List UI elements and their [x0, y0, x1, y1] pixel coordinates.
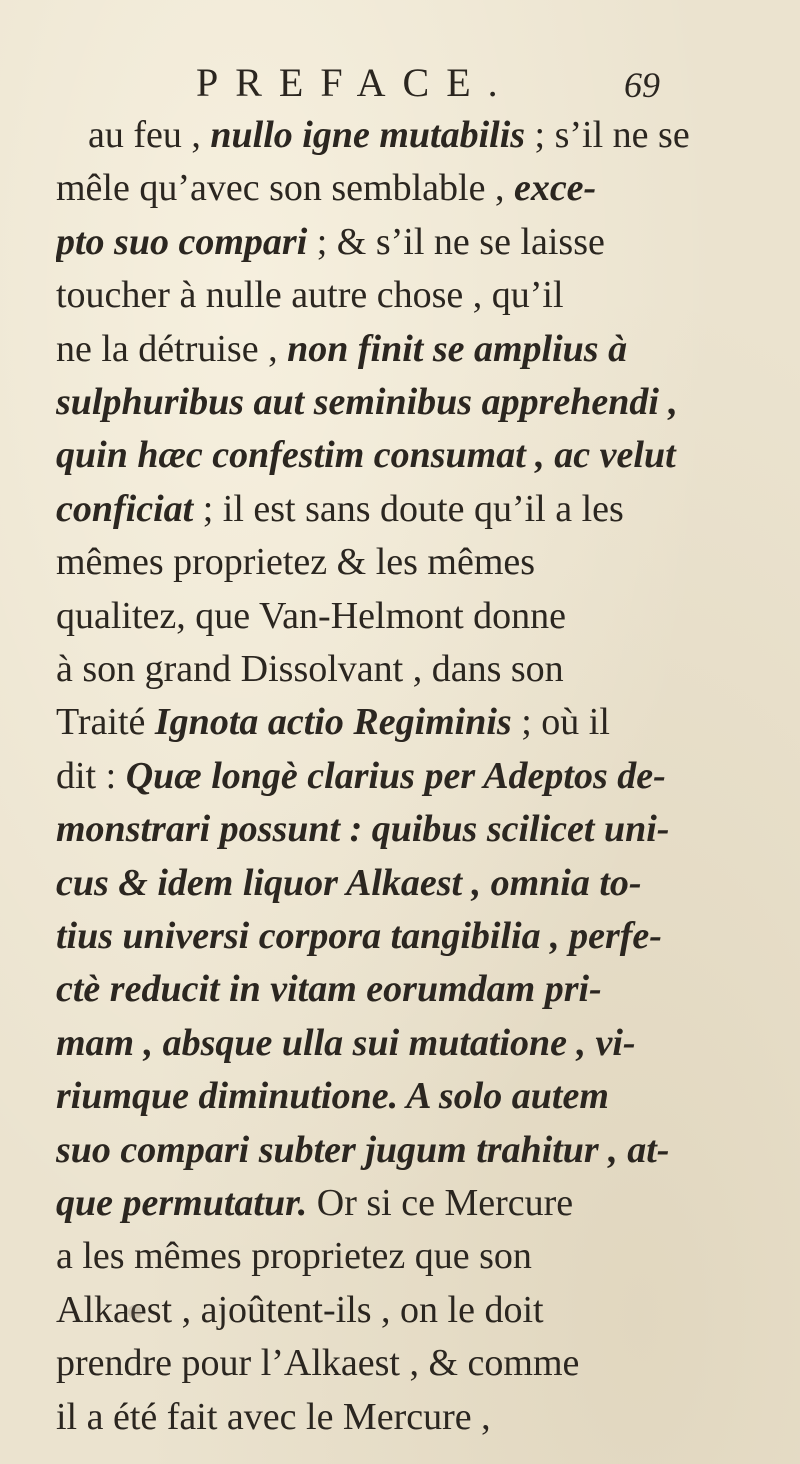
text-line	[56, 375, 776, 429]
latin-quotation: cus & idem liquor Alkaest , omnia to-	[56, 861, 642, 904]
latin-quotation: non finit se amplius à	[287, 327, 628, 370]
latin-quotation: tius universi corpora tangibilia , perfe-	[56, 915, 662, 957]
text-line	[56, 1229, 776, 1283]
french-text: Or si ce Mercure	[307, 1182, 574, 1224]
french-text: à son grand Dissolvant , dans son	[56, 648, 564, 690]
french-text: ; s’il ne se	[525, 114, 690, 156]
text-line	[56, 1336, 776, 1390]
text-line	[56, 856, 776, 910]
french-text: dit :	[56, 754, 126, 797]
text-line	[56, 749, 776, 803]
text-line	[56, 1016, 776, 1070]
latin-quotation: suo compari subter jugum trahitur , at-	[56, 1128, 670, 1171]
page-number: 69	[624, 65, 660, 105]
french-text: ; il est sans doute qu’il a les	[193, 487, 624, 530]
text-line	[56, 1069, 776, 1123]
text-line	[56, 482, 776, 536]
latin-quotation: riumque diminutione. A solo autem	[56, 1075, 609, 1118]
text-line	[56, 428, 776, 482]
french-text: ; où il	[511, 701, 610, 744]
french-text: toucher à nulle autre chose , qu’il	[56, 274, 564, 317]
text-line	[88, 108, 800, 162]
page-header	[0, 58, 800, 108]
french-text: ne la détruise ,	[56, 327, 288, 370]
latin-quotation: exce-	[513, 167, 597, 210]
running-head: PREFACE.	[196, 60, 515, 105]
french-text: a les mêmes proprietez que son	[56, 1235, 532, 1278]
text-line	[56, 1123, 776, 1177]
text-line	[56, 802, 776, 856]
latin-quotation: mam , absque ulla sui mutatione , vi-	[56, 1021, 636, 1064]
latin-quotation: quin hæc confestim consumat , ac velut	[56, 434, 676, 477]
latin-quotation: ctè reducit in vitam eorumdam pri-	[56, 968, 602, 1011]
french-text: Alkaest , ajoûtent-ils , on le doit	[56, 1288, 544, 1331]
french-text: qualitez, que Van-Helmont donne	[56, 594, 567, 637]
french-text: mêle qu’avec son semblable ,	[56, 167, 514, 210]
ink-spot	[128, 1305, 142, 1319]
french-text: mêmes proprietez & les mêmes	[56, 541, 536, 584]
text-line	[56, 909, 776, 963]
text-line	[56, 589, 776, 643]
text-line	[56, 1176, 776, 1230]
text-line	[56, 1283, 776, 1337]
latin-quotation: monstrari possunt : quibus scilicet uni-	[56, 808, 670, 851]
french-text: prendre pour l’Alkaest , & comme	[56, 1342, 580, 1385]
latin-quotation: que permutatur.	[56, 1182, 308, 1224]
french-text: Traité	[56, 701, 155, 744]
text-line	[56, 695, 776, 749]
french-text: ; & s’il ne se laisse	[307, 220, 605, 263]
text-line	[56, 642, 776, 696]
text-line	[56, 322, 776, 376]
latin-quotation: conficiat	[56, 487, 194, 530]
latin-quotation: sulphuribus aut seminibus apprehendi ,	[56, 381, 678, 423]
text-line	[56, 161, 776, 215]
latin-quotation: Quæ longè clarius per Adeptos de-	[125, 754, 666, 797]
text-line	[56, 215, 776, 269]
latin-quotation: pto suo compari	[56, 220, 308, 263]
text-line	[56, 268, 776, 322]
text-line	[56, 962, 776, 1016]
french-text: au feu ,	[88, 114, 211, 156]
latin-quotation: Ignota actio Regiminis	[154, 701, 512, 744]
text-line	[56, 1390, 776, 1444]
french-text: il a été fait avec le Mercure ,	[56, 1395, 491, 1438]
latin-quotation: nullo igne mutabilis	[210, 114, 526, 156]
text-line	[56, 535, 776, 589]
